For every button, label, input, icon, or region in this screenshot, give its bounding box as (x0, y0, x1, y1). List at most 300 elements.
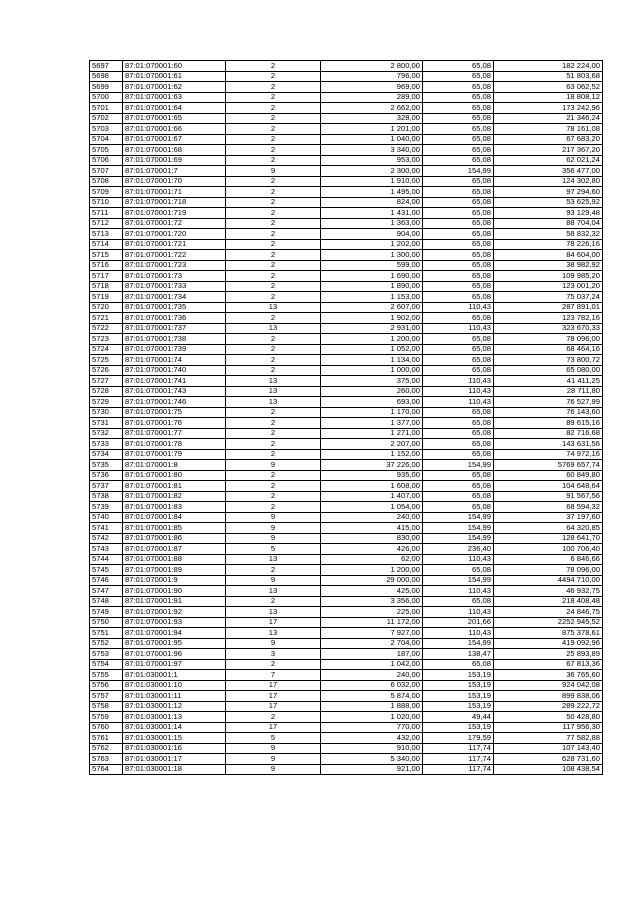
cadastral-number-cell: 87:01:070001:93 (123, 617, 226, 628)
row-number-cell: 5712 (90, 218, 123, 229)
rate-cell: 110,43 (423, 323, 494, 334)
cadastral-number-cell: 87:01:070001:719 (123, 208, 226, 219)
area-cell: 1 690,00 (321, 271, 423, 282)
table-row (90, 754, 603, 765)
area-cell: 2 607,00 (321, 302, 423, 313)
group-cell: 2 (226, 239, 321, 250)
area-cell: 1 000,00 (321, 365, 423, 376)
rate-cell: 65,08 (423, 239, 494, 250)
value-cell: 91 567,56 (494, 491, 603, 502)
value-cell: 287 891,01 (494, 302, 603, 313)
rate-cell: 65,08 (423, 659, 494, 670)
row-number-cell: 5719 (90, 292, 123, 303)
table-row (90, 124, 603, 135)
table-row (90, 239, 603, 250)
row-number-cell: 5731 (90, 418, 123, 429)
value-cell: 218 408,48 (494, 596, 603, 607)
row-number-cell: 5723 (90, 334, 123, 345)
rate-cell: 154,99 (423, 512, 494, 523)
value-cell: 76 527,99 (494, 397, 603, 408)
cadastral-number-cell: 87:01:030001:17 (123, 754, 226, 765)
cadastral-number-cell: 87:01:070001:83 (123, 502, 226, 513)
value-cell: 24 846,75 (494, 607, 603, 618)
area-cell: 693,00 (321, 397, 423, 408)
cadastral-number-cell: 87:01:030001:11 (123, 691, 226, 702)
row-number-cell: 5764 (90, 764, 123, 775)
value-cell: 78 226,16 (494, 239, 603, 250)
group-cell: 17 (226, 701, 321, 712)
row-number-cell: 5708 (90, 176, 123, 187)
rate-cell: 236,40 (423, 544, 494, 555)
group-cell: 2 (226, 218, 321, 229)
area-cell: 1 377,00 (321, 418, 423, 429)
area-cell: 1 407,00 (321, 491, 423, 502)
row-number-cell: 5737 (90, 481, 123, 492)
area-cell: 1 363,00 (321, 218, 423, 229)
cadastral-number-cell: 87:01:070001:90 (123, 586, 226, 597)
value-cell: 628 731,60 (494, 754, 603, 765)
row-number-cell: 5721 (90, 313, 123, 324)
table-row (90, 701, 603, 712)
value-cell: 104 648,64 (494, 481, 603, 492)
rate-cell: 65,08 (423, 92, 494, 103)
group-cell: 13 (226, 323, 321, 334)
cadastral-number-cell: 87:01:070001:7 (123, 166, 226, 177)
group-cell: 2 (226, 250, 321, 261)
group-cell: 13 (226, 302, 321, 313)
cadastral-number-cell: 87:01:070001:89 (123, 565, 226, 576)
rate-cell: 65,08 (423, 565, 494, 576)
rate-cell: 65,08 (423, 596, 494, 607)
table-row (90, 281, 603, 292)
value-cell: 28 711,80 (494, 386, 603, 397)
area-cell: 1 170,00 (321, 407, 423, 418)
area-cell: 11 172,00 (321, 617, 423, 628)
table-row (90, 722, 603, 733)
area-cell: 1 300,00 (321, 250, 423, 261)
table-row (90, 260, 603, 271)
rate-cell: 153,19 (423, 691, 494, 702)
cadastral-number-cell: 87:01:030001:12 (123, 701, 226, 712)
cadastral-number-cell: 87:01:070001:746 (123, 397, 226, 408)
table-row (90, 407, 603, 418)
group-cell: 13 (226, 628, 321, 639)
rate-cell: 110,43 (423, 397, 494, 408)
table-row (90, 187, 603, 198)
rate-cell: 154,99 (423, 523, 494, 534)
area-cell: 6 032,00 (321, 680, 423, 691)
group-cell: 9 (226, 638, 321, 649)
cadastral-number-cell: 87:01:030001:15 (123, 733, 226, 744)
value-cell: 60 849,80 (494, 470, 603, 481)
cadastral-number-cell: 87:01:070001:68 (123, 145, 226, 156)
group-cell: 2 (226, 481, 321, 492)
table-row (90, 292, 603, 303)
cadastral-number-cell: 87:01:070001:740 (123, 365, 226, 376)
group-cell: 2 (226, 439, 321, 450)
row-number-cell: 5746 (90, 575, 123, 586)
rate-cell: 65,08 (423, 355, 494, 366)
value-cell: 63 062,52 (494, 82, 603, 93)
table-row (90, 176, 603, 187)
group-cell: 2 (226, 271, 321, 282)
value-cell: 143 631,56 (494, 439, 603, 450)
cadastral-number-cell: 87:01:070001:80 (123, 470, 226, 481)
table-row (90, 607, 603, 618)
rate-cell: 65,08 (423, 229, 494, 240)
cadastral-number-cell: 87:01:070001:77 (123, 428, 226, 439)
rate-cell: 65,08 (423, 208, 494, 219)
cadastral-number-cell: 87:01:030001:1 (123, 670, 226, 681)
value-cell: 38 982,92 (494, 260, 603, 271)
table-row (90, 439, 603, 450)
row-number-cell: 5759 (90, 712, 123, 723)
row-number-cell: 5700 (90, 92, 123, 103)
table-row (90, 460, 603, 471)
cadastral-number-cell: 87:01:070001:741 (123, 376, 226, 387)
rate-cell: 65,08 (423, 145, 494, 156)
area-cell: 1 153,00 (321, 292, 423, 303)
row-number-cell: 5730 (90, 407, 123, 418)
row-number-cell: 5717 (90, 271, 123, 282)
table-row (90, 470, 603, 481)
cadastral-number-cell: 87:01:070001:738 (123, 334, 226, 345)
area-cell: 1 200,00 (321, 565, 423, 576)
table-row (90, 649, 603, 660)
group-cell: 2 (226, 407, 321, 418)
table-row (90, 491, 603, 502)
area-cell: 904,00 (321, 229, 423, 240)
row-number-cell: 5714 (90, 239, 123, 250)
area-cell: 5 874,00 (321, 691, 423, 702)
row-number-cell: 5705 (90, 145, 123, 156)
rate-cell: 110,43 (423, 386, 494, 397)
row-number-cell: 5742 (90, 533, 123, 544)
group-cell: 9 (226, 764, 321, 775)
table-row (90, 166, 603, 177)
area-cell: 37 226,00 (321, 460, 423, 471)
value-cell: 78 161,08 (494, 124, 603, 135)
group-cell: 2 (226, 92, 321, 103)
cadastral-number-cell: 87:01:070001:79 (123, 449, 226, 460)
value-cell: 123 782,16 (494, 313, 603, 324)
table-row (90, 208, 603, 219)
cadastral-number-cell: 87:01:070001:72 (123, 218, 226, 229)
value-cell: 289 222,72 (494, 701, 603, 712)
rate-cell: 110,43 (423, 302, 494, 313)
cadastral-number-cell: 87:01:070001:64 (123, 103, 226, 114)
cadastral-number-cell: 87:01:070001:81 (123, 481, 226, 492)
group-cell: 2 (226, 491, 321, 502)
table-row (90, 418, 603, 429)
value-cell: 117 956,30 (494, 722, 603, 733)
cadastral-number-cell: 87:01:070001:66 (123, 124, 226, 135)
table-row (90, 376, 603, 387)
row-number-cell: 5753 (90, 649, 123, 660)
table-row (90, 638, 603, 649)
row-number-cell: 5734 (90, 449, 123, 460)
cadastral-number-cell: 87:01:070001:737 (123, 323, 226, 334)
row-number-cell: 5751 (90, 628, 123, 639)
rate-cell: 65,08 (423, 155, 494, 166)
rate-cell: 65,08 (423, 470, 494, 481)
rate-cell: 65,08 (423, 407, 494, 418)
area-cell: 7 927,00 (321, 628, 423, 639)
group-cell: 13 (226, 397, 321, 408)
table-row (90, 554, 603, 565)
group-cell: 17 (226, 722, 321, 733)
table-row (90, 61, 603, 72)
rate-cell: 65,08 (423, 271, 494, 282)
table-body (90, 61, 603, 775)
row-number-cell: 5703 (90, 124, 123, 135)
area-cell: 796,00 (321, 71, 423, 82)
value-cell: 21 346,24 (494, 113, 603, 124)
area-cell: 2 704,00 (321, 638, 423, 649)
rate-cell: 65,08 (423, 334, 494, 345)
group-cell: 2 (226, 229, 321, 240)
cadastral-number-cell: 87:01:070001:62 (123, 82, 226, 93)
group-cell: 2 (226, 134, 321, 145)
rate-cell: 65,08 (423, 418, 494, 429)
area-cell: 1 202,00 (321, 239, 423, 250)
row-number-cell: 5758 (90, 701, 123, 712)
rate-cell: 65,08 (423, 365, 494, 376)
table-row (90, 229, 603, 240)
area-cell: 599,00 (321, 260, 423, 271)
table-row (90, 145, 603, 156)
row-number-cell: 5706 (90, 155, 123, 166)
area-cell: 1 020,00 (321, 712, 423, 723)
area-cell: 1 134,00 (321, 355, 423, 366)
rate-cell: 110,43 (423, 586, 494, 597)
value-cell: 78 096,00 (494, 565, 603, 576)
area-cell: 953,00 (321, 155, 423, 166)
value-cell: 107 143,40 (494, 743, 603, 754)
row-number-cell: 5762 (90, 743, 123, 754)
rate-cell: 138,47 (423, 649, 494, 660)
value-cell: 128 641,70 (494, 533, 603, 544)
table-row (90, 712, 603, 723)
row-number-cell: 5754 (90, 659, 123, 670)
value-cell: 74 972,16 (494, 449, 603, 460)
table-row (90, 71, 603, 82)
group-cell: 13 (226, 376, 321, 387)
group-cell: 9 (226, 743, 321, 754)
rate-cell: 65,08 (423, 250, 494, 261)
row-number-cell: 5733 (90, 439, 123, 450)
row-number-cell: 5697 (90, 61, 123, 72)
rate-cell: 201,66 (423, 617, 494, 628)
cadastral-number-cell: 87:01:070001:721 (123, 239, 226, 250)
group-cell: 2 (226, 71, 321, 82)
value-cell: 124 302,80 (494, 176, 603, 187)
rate-cell: 65,08 (423, 491, 494, 502)
value-cell: 97 294,60 (494, 187, 603, 198)
cadastral-number-cell: 87:01:070001:61 (123, 71, 226, 82)
table-row (90, 533, 603, 544)
area-cell: 432,00 (321, 733, 423, 744)
cadastral-number-cell: 87:01:030001:16 (123, 743, 226, 754)
table-row (90, 323, 603, 334)
group-cell: 2 (226, 260, 321, 271)
cadastral-number-cell: 87:01:070001:85 (123, 523, 226, 534)
cadastral-number-cell: 87:01:070001:97 (123, 659, 226, 670)
cadastral-number-cell: 87:01:070001:76 (123, 418, 226, 429)
cadastral-number-cell: 87:01:070001:65 (123, 113, 226, 124)
cadastral-number-cell: 87:01:070001:92 (123, 607, 226, 618)
value-cell: 899 838,06 (494, 691, 603, 702)
area-cell: 5 340,00 (321, 754, 423, 765)
area-cell: 240,00 (321, 670, 423, 681)
cadastral-number-cell: 87:01:070001:733 (123, 281, 226, 292)
area-cell: 935,00 (321, 470, 423, 481)
table-row (90, 334, 603, 345)
group-cell: 2 (226, 596, 321, 607)
table-row (90, 134, 603, 145)
cadastral-number-cell: 87:01:070001:82 (123, 491, 226, 502)
value-cell: 100 706,40 (494, 544, 603, 555)
rate-cell: 65,08 (423, 187, 494, 198)
value-cell: 2252 945,52 (494, 617, 603, 628)
value-cell: 36 765,60 (494, 670, 603, 681)
value-cell: 25 893,89 (494, 649, 603, 660)
group-cell: 17 (226, 691, 321, 702)
rate-cell: 154,99 (423, 533, 494, 544)
area-cell: 187,00 (321, 649, 423, 660)
cadastral-number-cell: 87:01:070001:718 (123, 197, 226, 208)
area-cell: 910,00 (321, 743, 423, 754)
area-cell: 240,00 (321, 512, 423, 523)
value-cell: 88 704,04 (494, 218, 603, 229)
cadastral-number-cell: 87:01:070001:736 (123, 313, 226, 324)
group-cell: 2 (226, 334, 321, 345)
area-cell: 1 201,00 (321, 124, 423, 135)
group-cell: 2 (226, 365, 321, 376)
table-row (90, 670, 603, 681)
table-row (90, 512, 603, 523)
group-cell: 5 (226, 544, 321, 555)
value-cell: 50 428,80 (494, 712, 603, 723)
group-cell: 2 (226, 502, 321, 513)
rate-cell: 65,08 (423, 124, 494, 135)
area-cell: 1 200,00 (321, 334, 423, 345)
row-number-cell: 5716 (90, 260, 123, 271)
value-cell: 84 604,00 (494, 250, 603, 261)
value-cell: 419 092,96 (494, 638, 603, 649)
value-cell: 62 021,24 (494, 155, 603, 166)
rate-cell: 65,08 (423, 113, 494, 124)
area-cell: 2 300,00 (321, 166, 423, 177)
group-cell: 2 (226, 61, 321, 72)
group-cell: 2 (226, 470, 321, 481)
area-cell: 1 608,00 (321, 481, 423, 492)
value-cell: 51 803,68 (494, 71, 603, 82)
rate-cell: 110,43 (423, 376, 494, 387)
row-number-cell: 5709 (90, 187, 123, 198)
table-row (90, 523, 603, 534)
row-number-cell: 5743 (90, 544, 123, 555)
group-cell: 9 (226, 460, 321, 471)
rate-cell: 110,43 (423, 554, 494, 565)
group-cell: 9 (226, 166, 321, 177)
cadastral-number-cell: 87:01:070001:735 (123, 302, 226, 313)
cadastral-number-cell: 87:01:030001:13 (123, 712, 226, 723)
rate-cell: 65,08 (423, 449, 494, 460)
table-row (90, 386, 603, 397)
row-number-cell: 5755 (90, 670, 123, 681)
row-number-cell: 5740 (90, 512, 123, 523)
group-cell: 2 (226, 565, 321, 576)
table-row (90, 218, 603, 229)
group-cell: 2 (226, 344, 321, 355)
group-cell: 2 (226, 449, 321, 460)
rate-cell: 65,08 (423, 260, 494, 271)
area-cell: 1 040,00 (321, 134, 423, 145)
row-number-cell: 5747 (90, 586, 123, 597)
cadastral-number-cell: 87:01:070001:96 (123, 649, 226, 660)
cadastral-number-cell: 87:01:070001:67 (123, 134, 226, 145)
cadastral-number-cell: 87:01:070001:91 (123, 596, 226, 607)
group-cell: 9 (226, 754, 321, 765)
cadastral-number-cell: 87:01:070001:87 (123, 544, 226, 555)
rate-cell: 154,99 (423, 166, 494, 177)
value-cell: 75 037,24 (494, 292, 603, 303)
group-cell: 2 (226, 355, 321, 366)
group-cell: 9 (226, 523, 321, 534)
group-cell: 5 (226, 733, 321, 744)
table-row (90, 92, 603, 103)
row-number-cell: 5726 (90, 365, 123, 376)
group-cell: 2 (226, 103, 321, 114)
area-cell: 824,00 (321, 197, 423, 208)
row-number-cell: 5727 (90, 376, 123, 387)
value-cell: 89 615,16 (494, 418, 603, 429)
table-row (90, 764, 603, 775)
rate-cell: 117,74 (423, 764, 494, 775)
area-cell: 770,00 (321, 722, 423, 733)
cadastral-number-cell: 87:01:070001:88 (123, 554, 226, 565)
rate-cell: 65,08 (423, 439, 494, 450)
table-row (90, 743, 603, 754)
area-cell: 1 152,00 (321, 449, 423, 460)
group-cell: 9 (226, 575, 321, 586)
group-cell: 13 (226, 607, 321, 618)
value-cell: 82 716,68 (494, 428, 603, 439)
area-cell: 1 888,00 (321, 701, 423, 712)
table-row (90, 397, 603, 408)
group-cell: 2 (226, 113, 321, 124)
row-number-cell: 5704 (90, 134, 123, 145)
rate-cell: 153,19 (423, 701, 494, 712)
value-cell: 6 846,66 (494, 554, 603, 565)
rate-cell: 65,08 (423, 103, 494, 114)
cadastral-number-cell: 87:01:030001:18 (123, 764, 226, 775)
group-cell: 2 (226, 313, 321, 324)
cadastral-number-cell: 87:01:070001:71 (123, 187, 226, 198)
table-row (90, 481, 603, 492)
rate-cell: 65,08 (423, 292, 494, 303)
value-cell: 53 625,92 (494, 197, 603, 208)
rate-cell: 117,74 (423, 754, 494, 765)
rate-cell: 153,19 (423, 680, 494, 691)
table-row (90, 250, 603, 261)
rate-cell: 153,19 (423, 722, 494, 733)
group-cell: 2 (226, 124, 321, 135)
area-cell: 328,00 (321, 113, 423, 124)
area-cell: 289,00 (321, 92, 423, 103)
row-number-cell: 5715 (90, 250, 123, 261)
